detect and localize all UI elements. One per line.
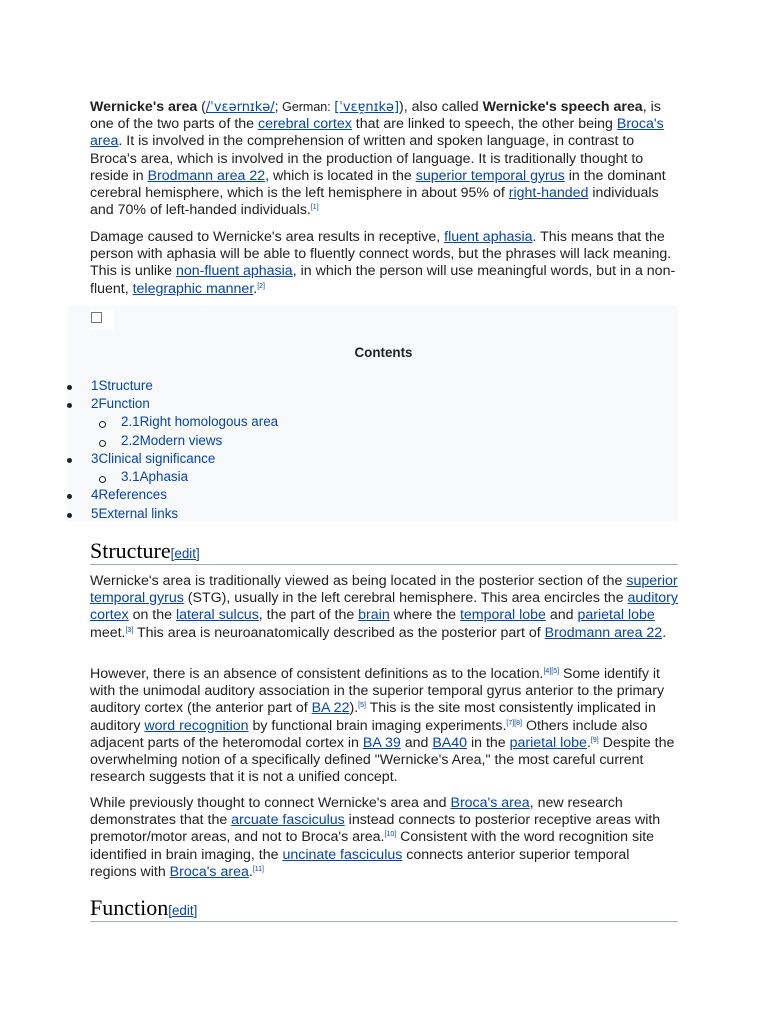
link-lateral-sulcus[interactable]: lateral sulcus bbox=[175, 607, 259, 624]
toc-item-number: 1 bbox=[91, 378, 99, 393]
toc-bullet bbox=[67, 458, 72, 463]
toc-item-structure[interactable] bbox=[91, 378, 153, 394]
toc-item-label: Structure bbox=[98, 378, 153, 393]
text-run: Damage caused to Wernicke's area results in receptive, bbox=[90, 229, 445, 245]
toc-item-label: Right homologous area bbox=[139, 414, 279, 429]
link-ba-39[interactable]: BA 39 bbox=[362, 734, 401, 751]
toc-item-label: Modern views bbox=[139, 433, 223, 448]
text-run: in the bbox=[467, 734, 510, 751]
link-brocas-area[interactable]: Broca's area bbox=[90, 116, 664, 150]
text-run: This area is neuroanatomically described as the posterior part of bbox=[133, 624, 545, 641]
text-run: . bbox=[253, 280, 258, 297]
toc-item-external-links[interactable] bbox=[91, 506, 178, 522]
toc-bullet bbox=[67, 494, 72, 499]
link-uncinate-fasciculus[interactable]: uncinate fasciculus bbox=[282, 846, 403, 863]
text-run: , which is located in the bbox=[265, 167, 416, 184]
text-run: in the dominant cerebral hemisphere, which is the left hemisphere in about 95% of bbox=[90, 167, 666, 202]
toc-item-label: Function bbox=[98, 396, 150, 411]
text-run: , new research demonstrates that the bbox=[90, 795, 623, 829]
section-heading-function bbox=[90, 896, 678, 922]
toc-sub-bullet bbox=[99, 440, 106, 447]
edit-bracket: ] bbox=[195, 546, 200, 561]
text-run: on the bbox=[128, 607, 176, 624]
link-telegraphic-manner[interactable]: telegraphic manner bbox=[132, 280, 254, 297]
toc-toggle-checkbox[interactable] bbox=[91, 312, 102, 323]
citation-5[interactable]: [5] bbox=[358, 702, 366, 710]
text-run: and bbox=[545, 607, 578, 624]
toc-toggle[interactable] bbox=[90, 310, 114, 330]
text-run: by functional brain imaging experiments. bbox=[248, 717, 507, 734]
text-run: , is one of the two parts of the bbox=[90, 99, 661, 133]
citation-4-5[interactable]: [4][5] bbox=[543, 668, 560, 675]
link-cerebral-cortex[interactable]: cerebral cortex bbox=[258, 116, 352, 133]
citation-7-8[interactable]: [7][8] bbox=[506, 719, 522, 727]
text-run: Wernicke's area is traditionally viewed as being located in the posterior section of the bbox=[90, 573, 627, 589]
link-superior-temporal-gyrus[interactable]: superior temporal gyrus bbox=[90, 573, 678, 607]
toc-bullet bbox=[67, 403, 72, 408]
text-run: . This means that the person with aphasia will be able to fluently connect words, but the phrases will lack meaning. This is unlike bbox=[90, 229, 672, 280]
edit-bracket: ] bbox=[193, 903, 198, 918]
text-run: where the bbox=[389, 607, 460, 624]
text-run: ; bbox=[274, 99, 279, 115]
text-run: ( bbox=[197, 99, 206, 115]
citation-11[interactable]: [11] bbox=[252, 865, 264, 873]
link-ba-22[interactable]: BA 22 bbox=[311, 700, 350, 717]
text-run: and bbox=[400, 734, 433, 751]
text-run: Others include also adjacent parts of the heteromodal cortex in bbox=[90, 717, 648, 751]
text-run: . bbox=[662, 624, 667, 641]
text-run: However, there is an absence of consistent definitions as to the location. bbox=[90, 666, 544, 682]
text-run: . bbox=[586, 734, 591, 751]
link-right-handed[interactable]: right-handed bbox=[508, 185, 589, 202]
text-run: Consistent with the word recognition site identified in brain imaging, the bbox=[90, 829, 655, 863]
link-brocas-area[interactable]: Broca's area bbox=[169, 863, 249, 880]
edit-bracket: [ bbox=[170, 546, 175, 561]
toc-item-number: 3.1 bbox=[121, 469, 140, 484]
text-run: . bbox=[248, 863, 253, 880]
toc-item-number: 2.2 bbox=[121, 433, 140, 448]
text-run: connects anterior superior temporal regions with bbox=[90, 846, 630, 880]
link-fluent-aphasia[interactable]: fluent aphasia bbox=[444, 229, 533, 245]
text-run: . It is involved in the comprehension of written and spoken language, in contrast to Broca's area, which is involved in the production of language. It is traditionally thought to reside in bbox=[90, 133, 644, 184]
citation-3[interactable]: [3] bbox=[125, 626, 134, 634]
text-run: Despite the overwhelming notion of a specifically defined "Wernicke's Area," the most careful current research suggests that it is not a unified concept. bbox=[90, 734, 675, 786]
link-non-fluent-aphasia[interactable]: non-fluent aphasia bbox=[175, 263, 293, 280]
text-run: ), also called bbox=[399, 99, 483, 115]
toc-item-number: 2.1 bbox=[121, 414, 140, 429]
section-heading-structure bbox=[90, 539, 678, 565]
citation-10[interactable]: [10] bbox=[384, 831, 397, 839]
toc-item-number: 5 bbox=[91, 506, 99, 521]
text-run: , in which the person will use meaningful words, but in a non-fluent, bbox=[90, 263, 676, 297]
alt-term: Wernicke's speech area bbox=[482, 99, 643, 115]
link-auditory-cortex[interactable]: auditory cortex bbox=[90, 590, 679, 624]
text-run: While previously thought to connect Wernicke's area and bbox=[90, 795, 451, 811]
toc-item-clinical-significance[interactable] bbox=[91, 451, 215, 467]
toc-item-modern-views[interactable] bbox=[121, 433, 222, 449]
citation-9[interactable]: [9] bbox=[590, 736, 599, 744]
link-brocas-area[interactable]: Broca's area bbox=[450, 795, 530, 811]
toc-item-label: Clinical significance bbox=[98, 451, 216, 466]
edit-bracket: [ bbox=[168, 903, 172, 918]
toc-bullet bbox=[67, 513, 72, 518]
table-of-contents bbox=[67, 306, 678, 522]
text-run: meet. bbox=[90, 624, 126, 641]
ipa-english-link[interactable]: /ˈvɛərnɪkə/ bbox=[205, 100, 275, 115]
text-run: instead connects to posterior receptive areas with premotor/motor areas, and not to Broca's area. bbox=[90, 812, 661, 846]
toc-item-number: 4 bbox=[91, 487, 99, 502]
toc-item-function[interactable] bbox=[91, 396, 150, 412]
toc-item-number: 3 bbox=[91, 451, 99, 466]
toc-item-right-homologous-area[interactable] bbox=[121, 414, 278, 430]
toc-sub-bullet bbox=[99, 476, 106, 483]
text-run: ). bbox=[349, 700, 359, 717]
link-superior-temporal-gyrus[interactable]: superior temporal gyrus bbox=[415, 167, 565, 184]
toc-item-label: Aphasia bbox=[139, 469, 189, 484]
toc-bullet bbox=[67, 385, 72, 390]
text-run: Some identify it with the unimodal auditory association in the superior temporal gyrus anterior to the primary auditory cortex (the anterior part of bbox=[90, 666, 665, 717]
text-run: that are linked to speech, the other being bbox=[351, 116, 617, 133]
link-parietal-lobe[interactable]: parietal lobe bbox=[577, 607, 655, 624]
edit-structure-link[interactable]: edit bbox=[174, 546, 196, 561]
toc-title: Contents bbox=[354, 345, 413, 360]
toc-item-number: 2 bbox=[91, 396, 99, 411]
structure-paragraph-2 bbox=[90, 666, 678, 786]
link-arcuate-fasciculus[interactable]: arcuate fasciculus bbox=[231, 812, 345, 829]
ipa-german-link[interactable]: [ˈvɛɐ̯nɪkə] bbox=[334, 100, 400, 115]
link-brain[interactable]: brain bbox=[358, 607, 390, 624]
structure-paragraph-3 bbox=[90, 795, 678, 881]
citation-2[interactable]: [2] bbox=[257, 282, 266, 290]
link-temporal-lobe[interactable]: temporal lobe bbox=[459, 607, 546, 624]
toc-sub-bullet bbox=[99, 421, 106, 428]
citation-1[interactable]: [1] bbox=[310, 204, 319, 212]
toc-item-aphasia[interactable] bbox=[121, 469, 188, 485]
link-brodmann-area-22[interactable]: Brodmann area 22 bbox=[544, 624, 663, 641]
section-title: Structure bbox=[90, 538, 171, 563]
structure-paragraph-1 bbox=[90, 573, 678, 642]
text-run: (STG), usually in the left cerebral hemisphere. This area encircles the bbox=[183, 590, 628, 607]
toc-item-label: External links bbox=[98, 506, 179, 521]
text-run: , the part of the bbox=[258, 607, 359, 624]
german-label: German: bbox=[278, 100, 335, 114]
toc-item-references[interactable] bbox=[91, 487, 167, 503]
link-ba-40[interactable]: BA40 bbox=[432, 734, 468, 751]
link-parietal-lobe[interactable]: parietal lobe bbox=[509, 734, 587, 751]
toc-item-label: References bbox=[98, 487, 167, 502]
article-term: Wernicke's area bbox=[90, 99, 198, 115]
section-title: Function bbox=[90, 895, 169, 920]
intro-paragraph-2 bbox=[90, 229, 678, 298]
edit-function-link[interactable]: edit bbox=[171, 903, 194, 918]
intro-paragraph-1 bbox=[90, 99, 678, 219]
text-run: This is the site most consistently implicated in auditory bbox=[90, 700, 656, 734]
link-word-recognition[interactable]: word recognition bbox=[144, 717, 249, 734]
link-brodmann-area-22[interactable]: Brodmann area 22 bbox=[147, 167, 266, 184]
text-run: individuals and 70% of left-handed individuals. bbox=[90, 185, 659, 219]
